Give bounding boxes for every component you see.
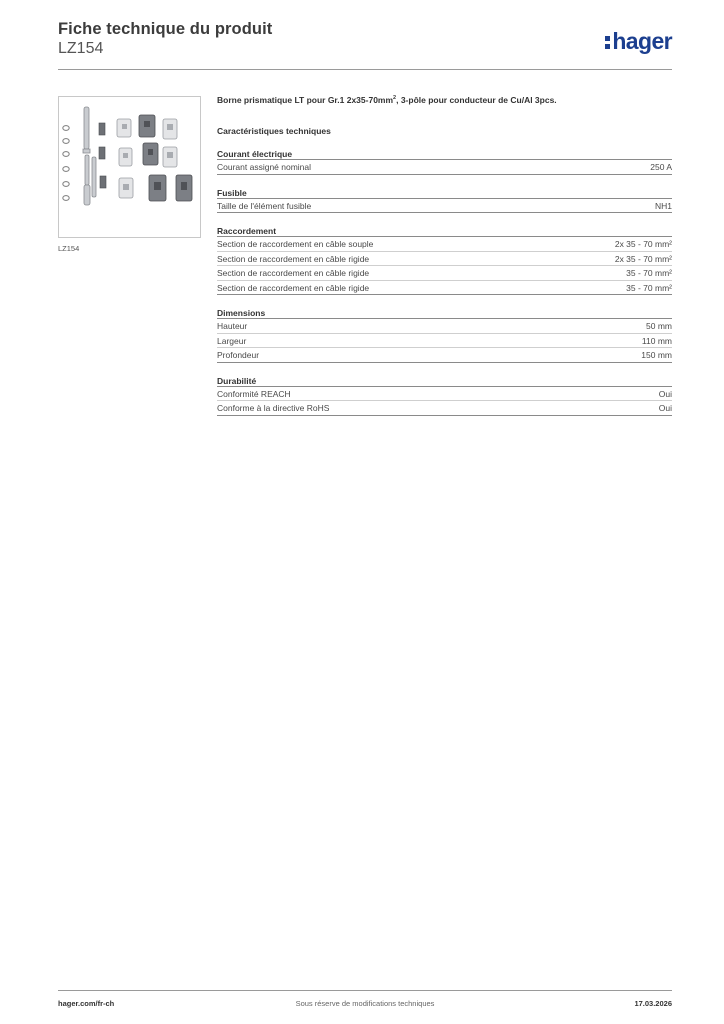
section-title: Courant électrique bbox=[217, 148, 672, 160]
spec-value: 50 mm bbox=[646, 321, 672, 331]
spec-row bbox=[217, 401, 672, 416]
document-title: Fiche technique du produit bbox=[58, 20, 273, 38]
logo-dots-icon bbox=[605, 34, 610, 49]
spec-label: Section de raccordement en câble rigide bbox=[217, 282, 370, 293]
logo-text: hager bbox=[612, 28, 672, 54]
footer-website-link[interactable]: hager.com/fr-ch bbox=[58, 999, 115, 1008]
spec-value: Oui bbox=[658, 388, 672, 399]
spec-label: Courant assigné nominal bbox=[217, 162, 312, 172]
spec-row bbox=[217, 266, 672, 281]
section-dimensions bbox=[217, 307, 672, 363]
spec-value: 110 mm bbox=[641, 335, 672, 346]
product-image bbox=[58, 96, 201, 238]
spec-row bbox=[217, 387, 672, 402]
spec-label: Section de raccordement en câble rigide bbox=[217, 268, 370, 278]
product-reference: LZ154 bbox=[58, 40, 104, 57]
spec-row bbox=[217, 334, 672, 349]
section-fusible bbox=[217, 187, 672, 214]
spec-value: 250 A bbox=[650, 162, 672, 172]
spec-label: Section de raccordement en câble rigide bbox=[217, 253, 370, 264]
spec-label: Hauteur bbox=[217, 321, 248, 331]
section-title: Dimensions bbox=[217, 307, 672, 319]
page-footer bbox=[58, 990, 672, 1008]
spec-row bbox=[217, 319, 672, 334]
footer-date: 17.03.2026 bbox=[634, 999, 672, 1008]
spec-row bbox=[217, 160, 672, 175]
spec-row bbox=[217, 281, 672, 296]
section-title: Fusible bbox=[217, 187, 672, 199]
spec-row bbox=[217, 237, 672, 252]
spec-label: Profondeur bbox=[217, 350, 260, 360]
section-title: Durabilité bbox=[217, 375, 672, 387]
technical-characteristics-heading: Caractéristiques techniques bbox=[217, 126, 331, 136]
spec-label: Largeur bbox=[217, 335, 247, 346]
image-caption: LZ154 bbox=[58, 244, 80, 253]
section-title: Raccordement bbox=[217, 225, 672, 237]
spec-label: Section de raccordement en câble souple bbox=[217, 239, 374, 249]
footer-notice: Sous réserve de modifications techniques bbox=[295, 999, 435, 1008]
spec-row bbox=[217, 348, 672, 363]
spec-value: 150 mm bbox=[641, 350, 672, 360]
product-content bbox=[217, 95, 672, 416]
spec-row bbox=[217, 199, 672, 214]
section-durabilite bbox=[217, 375, 672, 416]
spec-value: Oui bbox=[658, 403, 672, 413]
product-description: Borne prismatique LT pour Gr.1 $2x35-70mm^2$, 3-pôle pour conducteur de Cu/Al 3pcs. bbox=[217, 95, 557, 105]
hager-logo bbox=[605, 28, 672, 55]
spec-label: Conformité REACH bbox=[217, 388, 291, 399]
section-raccordement bbox=[217, 225, 672, 295]
section-courant-electrique bbox=[217, 148, 672, 175]
terminal-parts-illustration bbox=[59, 97, 200, 237]
spec-value: 2x 35 - 70 mm² bbox=[614, 253, 672, 264]
spec-label: Taille de l'élément fusible bbox=[217, 200, 312, 211]
spec-value: NH1 bbox=[654, 200, 672, 211]
page-header bbox=[58, 20, 672, 70]
spec-value: 35 - 70 mm² bbox=[626, 282, 672, 293]
spec-label: Conforme à la directive RoHS bbox=[217, 403, 330, 413]
spec-row bbox=[217, 252, 672, 267]
spec-value: 35 - 70 mm² bbox=[626, 268, 672, 278]
spec-value: 2x 35 - 70 mm² bbox=[614, 239, 672, 249]
